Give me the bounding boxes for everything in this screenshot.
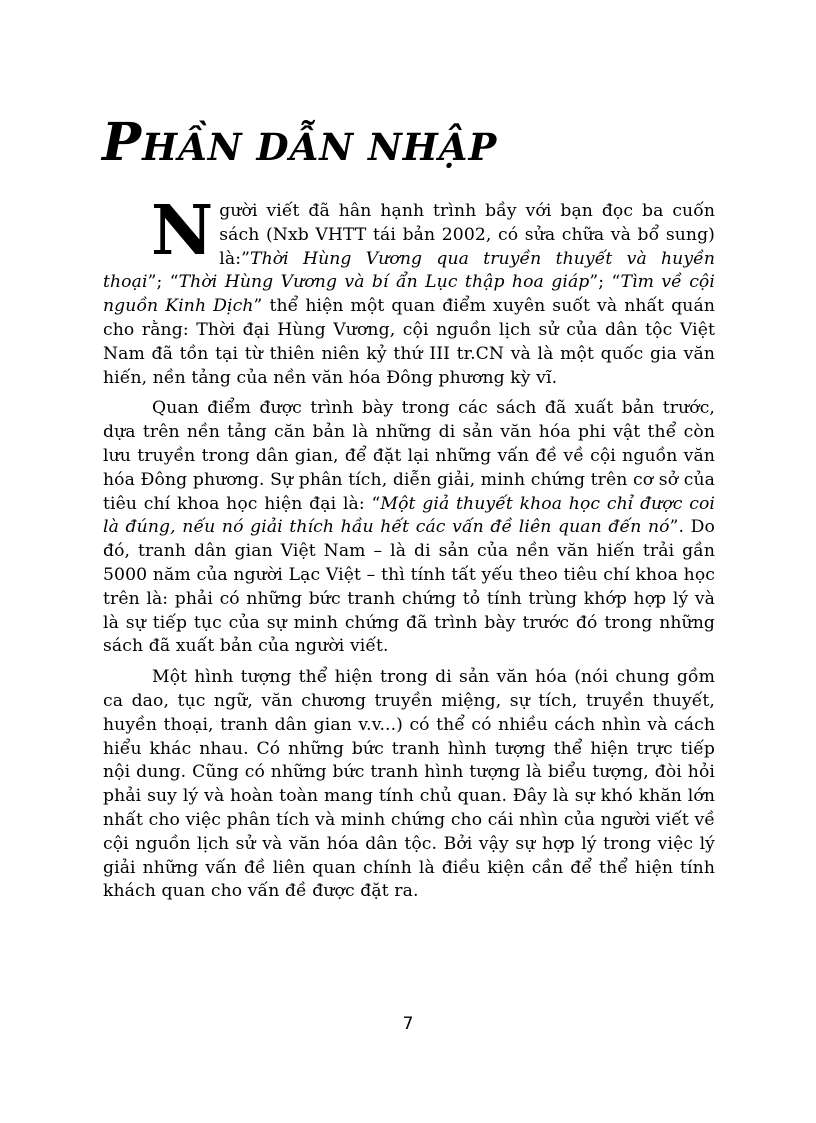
- title-initial: P: [102, 112, 143, 173]
- p1-text-1: gười viết đã hân hạnh trình bầy với bạn đọc ba cuốn sách (Nxb VHTT tái bản 2002, có sửa chữa và bổ sung) là:”: [219, 201, 715, 269]
- drop-cap: N: [151, 191, 214, 271]
- p2-text-1: Quan điểm được trình bày trong các sách đã xuất bản trước, dựa trên nền tảng căn bản là những di sản văn hóa phi vật thể còn lưu truyền trong dân gian, để đặt lại những vấn đề về cội nguồn văn hóa Đông phương. Sự phân tích, diễn giải, minh chứng trên cơ sở của tiêu chí khoa học hiện đại là: “: [103, 398, 715, 514]
- p1-text-2: ”; “: [147, 272, 179, 293]
- p1-text-4: ” thể hiện một quan điểm xuyên suốt và nhất quán cho rằng: Thời đại Hùng Vương, cội nguồn lịch sử của dân tộc Việt Nam đã tồn tại từ thiên niên kỷ thứ III tr.CN và là một quốc gia văn hiến, nền tảng của nền văn hóa Đông phương kỳ vĩ.: [103, 296, 715, 388]
- title-rest: HẦN DẪN NHẬP: [142, 125, 498, 169]
- paragraph-2: [103, 397, 715, 659]
- paragraph-1: [103, 191, 715, 390]
- page-number: 7: [402, 1014, 414, 1034]
- body-text: [103, 191, 716, 911]
- book-title-2: Thời Hùng Vương và bí ẩn Lục thập hoa giáp: [178, 272, 590, 293]
- quote-italic: Một giả thuyết khoa học chỉ được coi là đúng, nếu nó giải thích hầu hết các vấn đề liên quan đến nó: [103, 493, 716, 538]
- p2-text-2: ”. Do đó, tranh dân gian Việt Nam – là di sản của nền văn hiến trải gần 5000 năm của người Lạc Việt – thì tính tất yếu theo tiêu chí khoa học trên là: phải có những bức tranh chứng tỏ tính trùng khớp hợp lý và là sự tiếp tục của sự minh chứng đã trình bày trước đó trong những sách đã xuất bản của người viết.: [103, 517, 715, 657]
- book-title-1: Thời Hùng Vương qua truyền thuyết và huyền thoại: [103, 248, 715, 293]
- paragraph-3: [103, 666, 715, 904]
- book-title-3: Tìm về cội nguồn Kinh Dịch: [103, 272, 715, 317]
- chapter-title: [102, 112, 497, 173]
- p3-text-1: Một hình tượng thể hiện trong di sản văn hóa (nói chung gồm ca dao, tục ngữ, văn chương truyền miệng, sự tích, truyền thuyết, huyền thoại, tranh dân gian v.v...) có thể có nhiều cách nhìn và cách hiểu khác nhau. Có những bức tranh hình tượng thể hiện trực tiếp nội dung. Cũng có những bức tranh hình tượng là biểu tượng, đòi hỏi phải suy lý và hoàn toàn mang tính chủ quan. Đây là sự khó khăn lớn nhất cho việc phân tích và minh chứng cho cái nhìn của người viết về cội nguồn lịch sử và văn hóa dân tộc. Bởi vậy sự hợp lý trong việc lý giải những vấn đề liên quan chính là điều kiện cần để thể hiện tính khách quan cho vấn đề được đặt ra.: [103, 667, 715, 902]
- p1-text-3: ”; “: [589, 272, 621, 293]
